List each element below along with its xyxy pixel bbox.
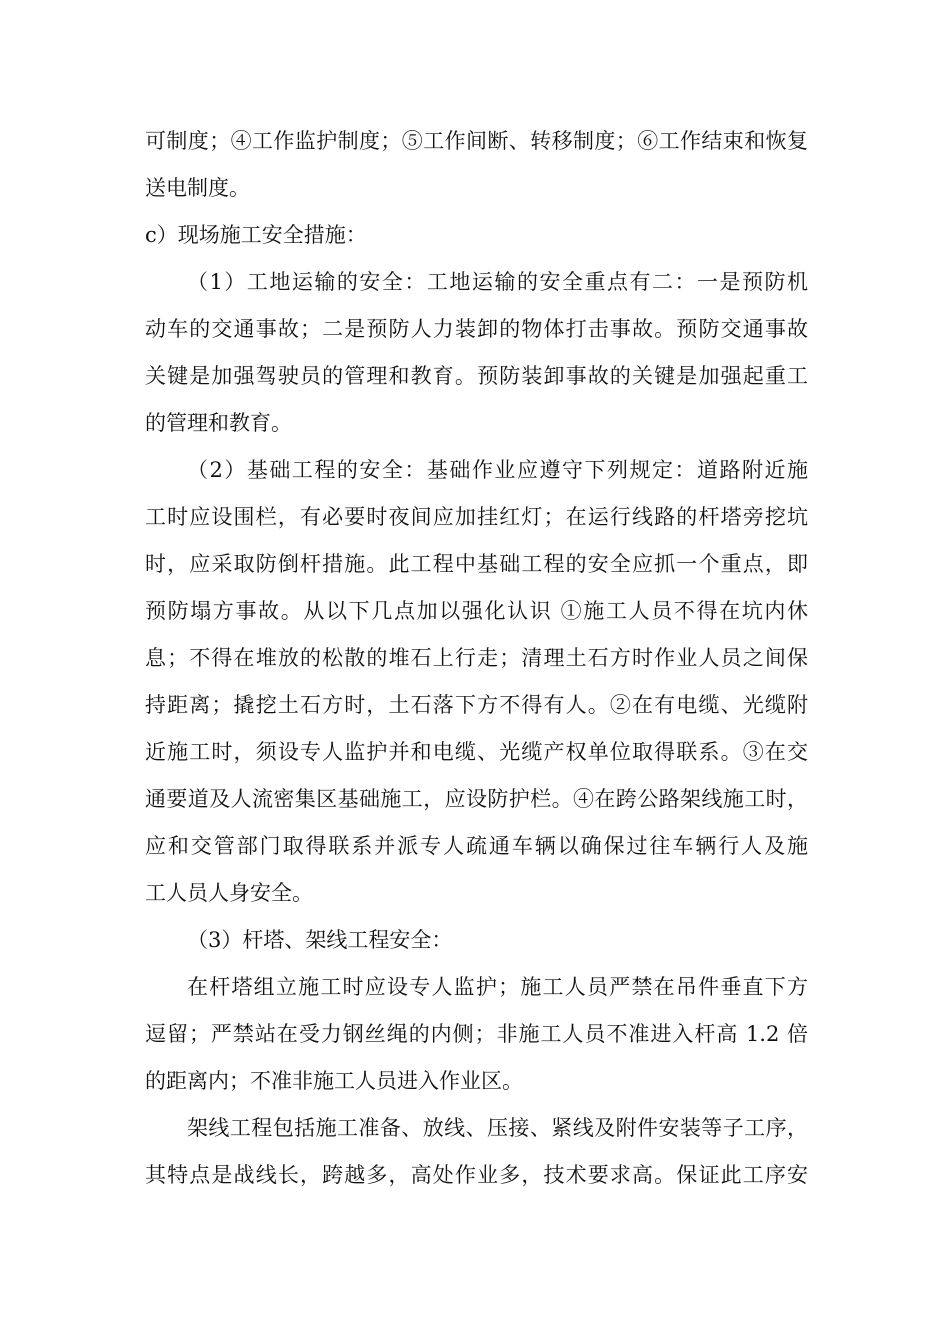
text-line: 关键是加强驾驶员的管理和教育。预防装卸事故的关键是加强起重工 [145,364,808,388]
text-line: c）现场施工安全措施： [145,223,367,247]
text-line: 近施工时，须设专人监护并和电缆、光缆产权单位取得联系。③在交 [145,740,808,764]
text-line: （2）基础工程的安全：基础作业应遵守下列规定：道路附近施 [187,458,808,482]
text-line: 通要道及人流密集区基础施工，应设防护栏。④在跨公路架线施工时， [145,787,808,811]
text-line: 送电制度。 [145,176,250,200]
text-line: 架线工程包括施工准备、放线、压接、紧线及附件安装等子工序， [187,1116,808,1140]
text-line: （1）工地运输的安全：工地运输的安全重点有二：一是预防机 [187,270,808,294]
text-line: 持距离；撬挖土石方时，土石落下方不得有人。②在有电缆、光缆附 [145,693,808,717]
text-line: 可制度；④工作监护制度；⑤工作间断、转移制度；⑥工作结束和恢复 [145,129,808,153]
text-line: （3）杆塔、架线工程安全： [187,928,453,952]
text-line: 其特点是战线长，跨越多，高处作业多，技术要求高。保证此工序安 [145,1163,808,1187]
text-line: 的管理和教育。 [145,411,292,435]
text-line: 应和交管部门取得联系并派专人疏通车辆以确保过往车辆行人及施 [145,834,808,858]
text-line: 工人员人身安全。 [145,881,313,905]
text-line: 在杆塔组立施工时应设专人监护；施工人员严禁在吊件垂直下方 [187,975,808,999]
text-line: 预防塌方事故。从以下几点加以强化认识 ①施工人员不得在坑内休 [145,599,808,623]
text-line: 动车的交通事故；二是预防人力装卸的物体打击事故。预防交通事故 [145,317,808,341]
text-line: 时，应采取防倒杆措施。此工程中基础工程的安全应抓一个重点，即 [145,552,808,576]
text-line: 逗留；严禁站在受力钢丝绳的内侧；非施工人员不准进入杆高 1.2 倍 [145,1022,808,1046]
text-line: 息；不得在堆放的松散的堆石上行走；清理土石方时作业人员之间保 [145,646,808,670]
text-line: 工时应设围栏，有必要时夜间应加挂红灯；在运行线路的杆塔旁挖坑 [145,505,808,529]
text-line: 的距离内；不准非施工人员进入作业区。 [145,1069,523,1093]
body-text [145,118,808,1199]
